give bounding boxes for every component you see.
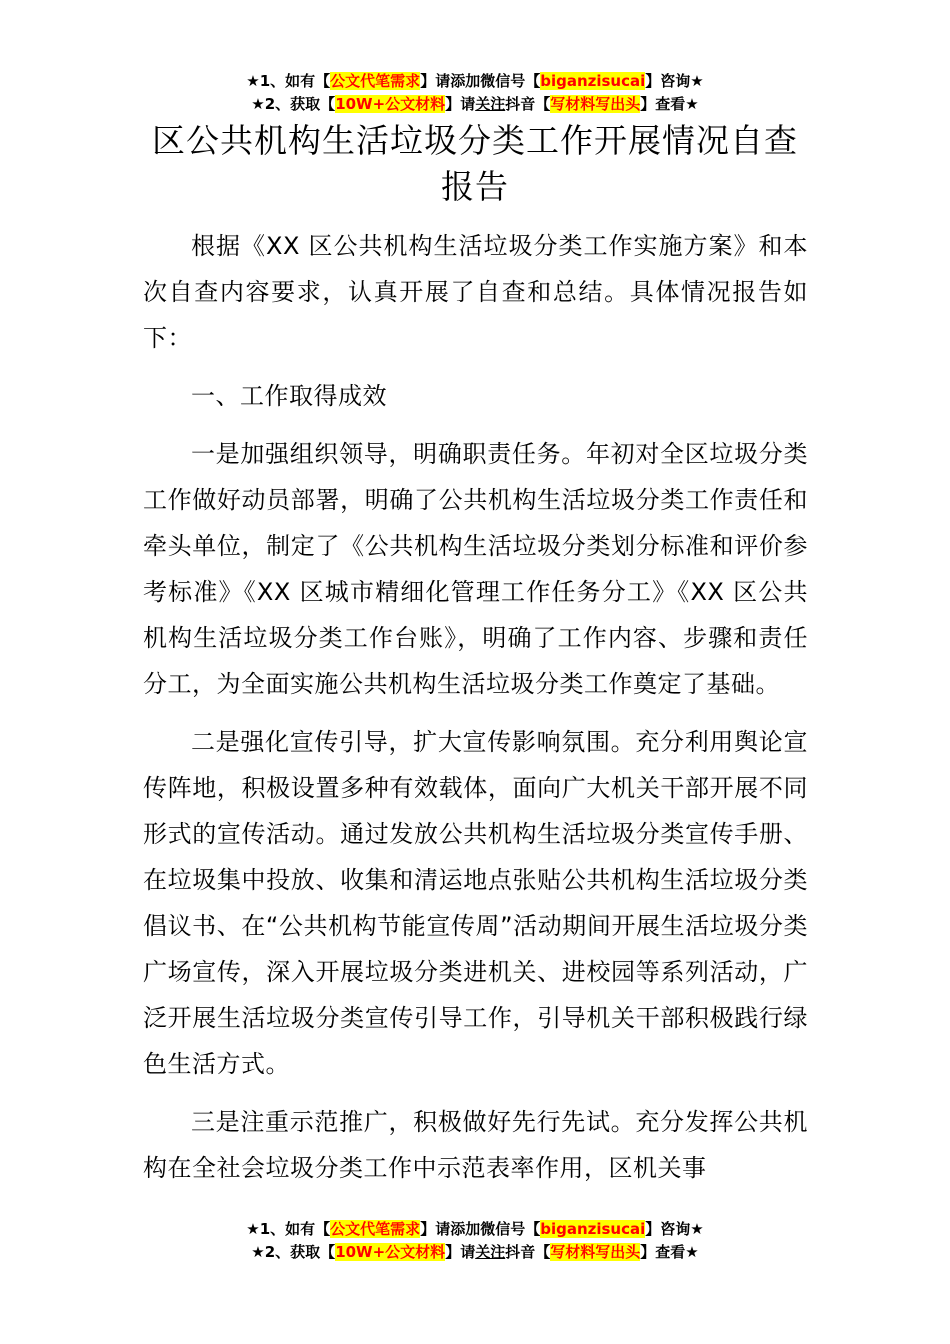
promo-text-underlined: 关注 <box>475 95 506 113</box>
promo-text: 】咨询★ <box>645 1220 704 1238</box>
promo-highlight: 公文代笔需求 <box>330 1220 421 1238</box>
promo-text: ★2、获取【 <box>251 95 336 113</box>
body-paragraph-intro: 根据《XX 区公共机构生活垃圾分类工作实施方案》和本次自查内容要求，认真开展了自查和总结。具体情况报告如下： <box>143 232 808 352</box>
promo-text: 抖音【 <box>505 1243 551 1261</box>
promo-line-1 <box>0 70 950 93</box>
promo-text: 】请 <box>445 1243 476 1261</box>
promo-highlight: 10W+公文材料 <box>335 1243 446 1261</box>
body-paragraph: 二是强化宣传引导，扩大宣传影响氛围。充分利用舆论宣传阵地，积极设置多种有效载体，面向广大机关干部开展不同形式的宣传活动。通过发放公共机构生活垃圾分类宣传手册、在垃圾集中投放、收集和清运地点张贴公共机构生活垃圾分类倡议书、在“公共机构节能宣传周”活动期间开展生活垃圾分类广场宣传，深入开展垃圾分类进机关、进校园等系列活动，广泛开展生活垃圾分类宣传引导工作，引导机关干部积极践行绿色生活方式。 <box>143 728 808 1078</box>
promo-line-2 <box>0 93 950 116</box>
promo-text: 】请添加微信号【 <box>420 1220 541 1238</box>
section-heading: 一、工作取得成效 <box>191 382 387 410</box>
body-paragraph: 三是注重示范推广，积极做好先行先试。充分发挥公共机构在全社会垃圾分类工作中示范表率作用，区机关事 <box>143 1108 808 1182</box>
promo-text: 】请添加微信号【 <box>420 72 541 90</box>
promo-text: 】请 <box>445 95 476 113</box>
promo-text: 抖音【 <box>505 95 551 113</box>
promo-banner-top <box>0 70 950 116</box>
promo-line-1 <box>0 1218 950 1241</box>
promo-highlight-douyin: 写材料写出头 <box>550 95 641 113</box>
promo-highlight-wechat-id: biganzisucai <box>540 72 646 90</box>
promo-text: ★1、如有【 <box>246 1220 331 1238</box>
promo-line-2 <box>0 1241 950 1264</box>
promo-text: 】查看★ <box>640 1243 699 1261</box>
promo-text: 】查看★ <box>640 95 699 113</box>
promo-highlight-douyin: 写材料写出头 <box>550 1243 641 1261</box>
promo-text-underlined: 关注 <box>475 1243 506 1261</box>
body-paragraph: 一是加强组织领导，明确职责任务。年初对全区垃圾分类工作做好动员部署，明确了公共机构生活垃圾分类工作责任和牵头单位，制定了《公共机构生活垃圾分类划分标准和评价参考标准》《XX 区城市精细化管理工作任务分工》《XX 区公共机构生活垃圾分类工作台账》，明确了工作内容、步骤和责任分工，为全面实施公共机构生活垃圾分类工作奠定了基础。 <box>143 440 808 698</box>
promo-highlight: 10W+公文材料 <box>335 95 446 113</box>
promo-banner-bottom <box>0 1218 950 1264</box>
document-title: 区公共机构生活垃圾分类工作开展情况自查报告 <box>152 121 798 206</box>
promo-text: ★1、如有【 <box>246 72 331 90</box>
promo-highlight: 公文代笔需求 <box>330 72 421 90</box>
promo-text: 】咨询★ <box>645 72 704 90</box>
promo-highlight-wechat-id: biganzisucai <box>540 1220 646 1238</box>
document-body <box>143 223 808 1203</box>
promo-text: ★2、获取【 <box>251 1243 336 1261</box>
